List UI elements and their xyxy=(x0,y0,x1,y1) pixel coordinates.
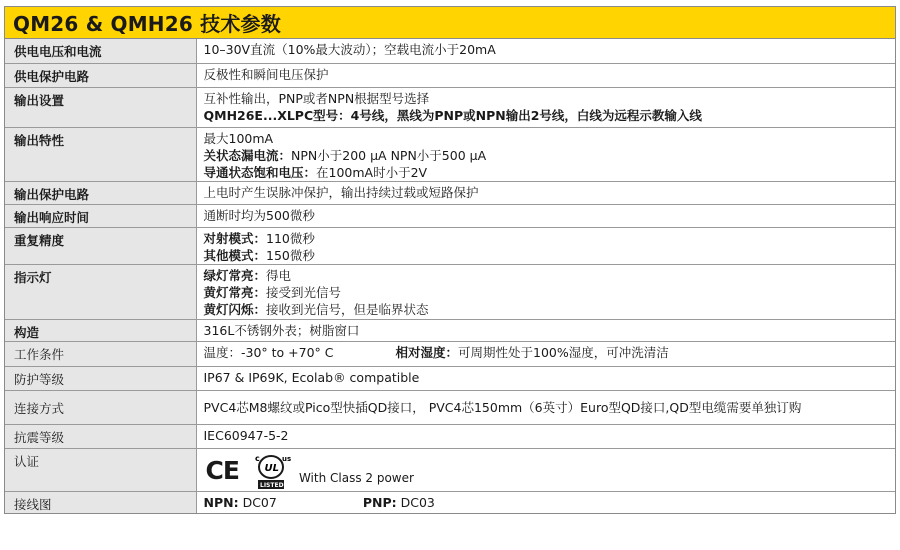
row-label: 输出响应时间 xyxy=(5,204,196,227)
row-value: 316L不锈钢外表；树脂窗口 xyxy=(196,319,895,341)
row-value xyxy=(196,448,895,491)
row-label: 认证 xyxy=(5,448,196,491)
row-value: 反极性和瞬间电压保护 xyxy=(196,63,895,87)
row-value: 上电时产生误脉冲保护，输出持续过载或短路保护 xyxy=(196,181,895,204)
row-value: 最大100mA 关状态漏电流：NPN小于200 μA NPN小于500 μA 导通状态饱和电压：在100mA时小于2V xyxy=(196,127,895,181)
row-value: 通断时均为500微秒 xyxy=(196,204,895,227)
table-row xyxy=(5,390,895,424)
row-label: 构造 xyxy=(5,319,196,341)
row-label: 防护等级 xyxy=(5,366,196,390)
table-row xyxy=(5,319,895,341)
row-label: 接线图 xyxy=(5,491,196,513)
row-value: 绿灯常亮：得电 黄灯常亮：接受到光信号 黄灯闪烁：接收到光信号，但是临界状态 xyxy=(196,264,895,319)
table-row xyxy=(5,491,895,513)
row-label: 重复精度 xyxy=(5,227,196,264)
certification-marks: CE c UL us LISTED With Class 2 power xyxy=(204,451,896,491)
table-row xyxy=(5,63,895,87)
table-row xyxy=(5,424,895,448)
svg-text:UL: UL xyxy=(264,462,279,474)
row-label: 输出设置 xyxy=(5,87,196,127)
row-value: IEC60947-5-2 xyxy=(196,424,895,448)
row-label: 供电保护电路 xyxy=(5,63,196,87)
row-value: 互补性输出，PNP或者NPN根据型号选择 QMH26E...XLPC型号：4号线，黑线为PNP或NPN输出2号线，白线为远程示教输入线 xyxy=(196,87,895,127)
table-row xyxy=(5,227,895,264)
svg-text:c: c xyxy=(254,453,260,463)
table-row xyxy=(5,366,895,390)
row-value: 10–30V直流（10%最大波动）；空载电流小于20mA xyxy=(203,42,496,57)
table-row xyxy=(5,448,895,491)
svg-text:LISTED: LISTED xyxy=(259,481,284,489)
page-title: QM26 & QMH26 技术参数 xyxy=(5,7,895,39)
spec-sheet xyxy=(4,6,896,514)
table-row xyxy=(5,39,895,63)
table-row xyxy=(5,264,895,319)
row-label: 工作条件 xyxy=(5,341,196,366)
table-row xyxy=(5,87,895,127)
row-label: 供电电压和电流 xyxy=(5,39,196,63)
svg-text:us: us xyxy=(281,454,292,463)
row-label: 抗震等级 xyxy=(5,424,196,448)
row-label: 输出特性 xyxy=(5,127,196,181)
row-label: 输出保护电路 xyxy=(5,181,196,204)
row-label: 连接方式 xyxy=(5,390,196,424)
ul-listed-icon xyxy=(249,451,293,491)
spec-table xyxy=(5,39,895,513)
table-row xyxy=(5,204,895,227)
row-value: IP67 & IP69K, Ecolab® compatible xyxy=(196,366,895,390)
ce-mark-icon: CE xyxy=(205,456,239,485)
table-row xyxy=(5,181,895,204)
row-value: 对射模式：110微秒 其他模式：150微秒 xyxy=(196,227,895,264)
row-value: 温度：-30° to +70° C 相对湿度：可周期性处于100%湿度，可冲洗清洁 xyxy=(196,341,895,366)
row-value: NPN: DC07 PNP: DC03 xyxy=(196,491,895,513)
row-value: PVC4芯M8螺纹或Pico型快插QD接口， PVC4芯150mm（6英寸）Euro型QD接口,QD型电缆需要单独订购 xyxy=(196,390,895,424)
row-label: 指示灯 xyxy=(5,264,196,319)
table-row xyxy=(5,341,895,366)
table-row xyxy=(5,127,895,181)
